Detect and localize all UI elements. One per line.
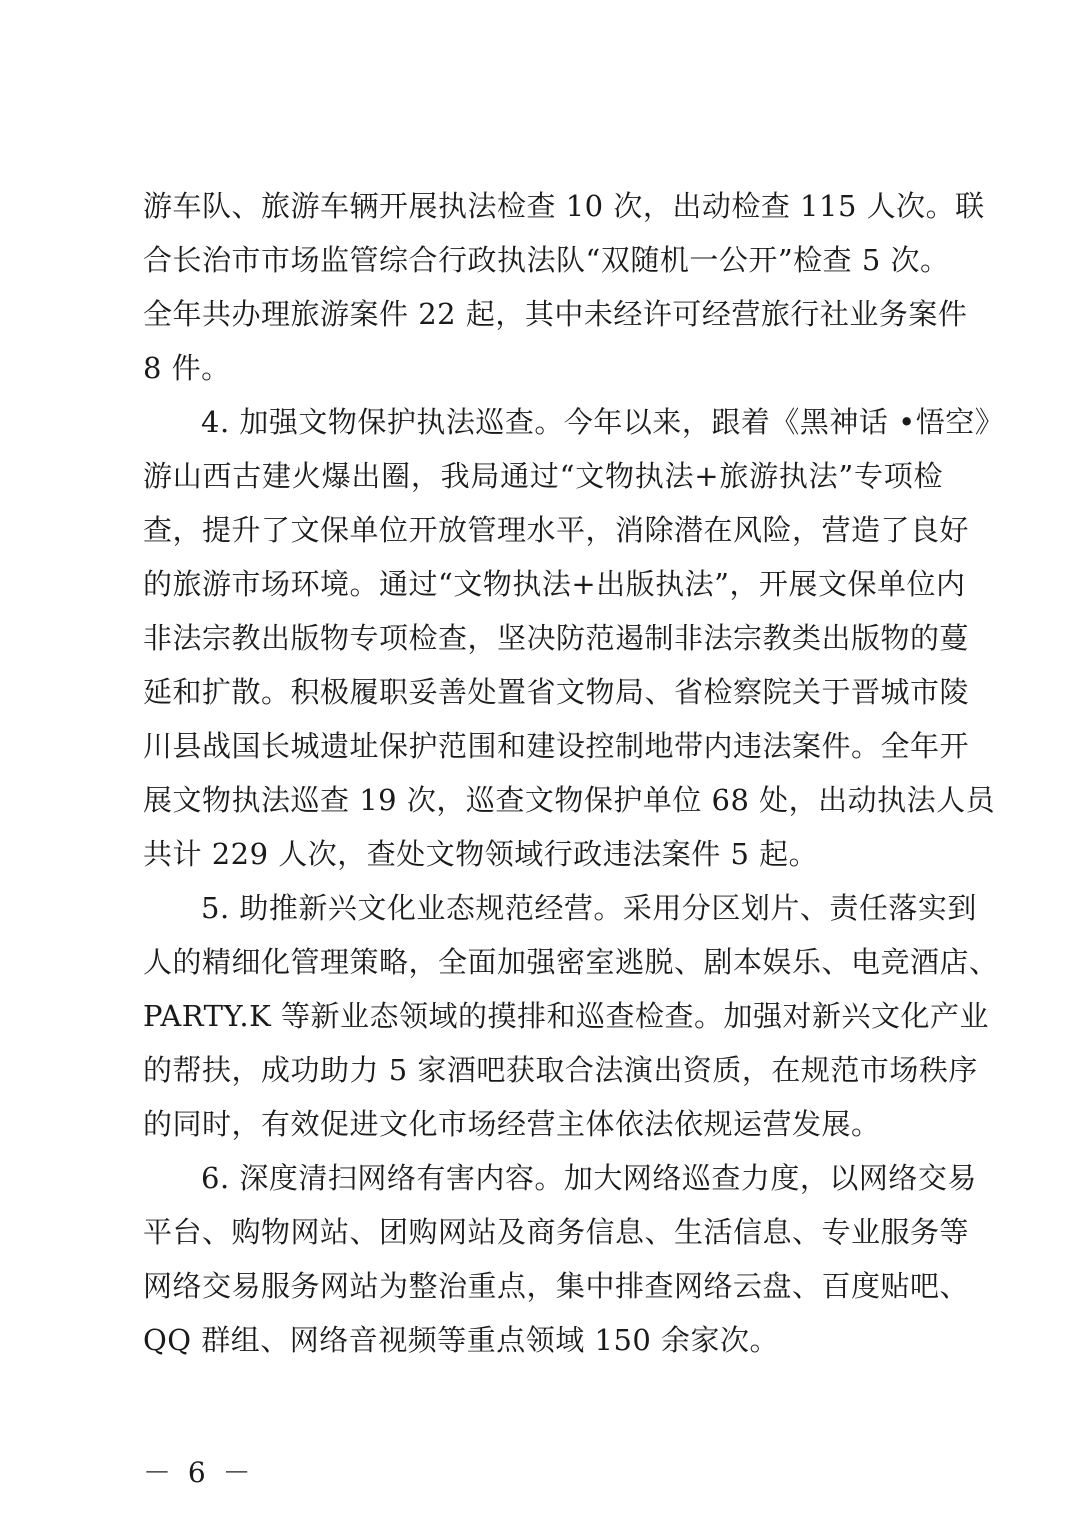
text-line: 全年共办理旅游案件 22 起，其中未经许可经营旅行社业务案件 (143, 297, 968, 331)
body-text (143, 179, 1005, 1367)
paragraph-first-line: 4. 加强文物保护执法巡查。今年以来，跟着《黑神话 •悟空》 (201, 405, 1005, 439)
text-line: PARTY.K 等新业态领域的摸排和巡查检查。加强对新兴文化产业 (143, 999, 989, 1033)
text-line: 人的精细化管理策略，全面加强密室逃脱、剧本娱乐、电竞酒店、 (143, 945, 999, 979)
text-line: 共计 229 人次，查处文物领域行政违法案件 5 起。 (143, 837, 819, 871)
text-line: 8 件。 (143, 351, 231, 385)
text-line: 非法宗教出版物专项检查，坚决防范遏制非法宗教类出版物的蔓 (143, 621, 970, 655)
text-line: 的旅游市场环境。通过“文物执法+出版执法”，开展文保单位内 (143, 567, 966, 601)
text-line: 的同时，有效促进文化市场经营主体依法依规运营发展。 (143, 1107, 881, 1141)
paragraph-first-line: 5. 助推新兴文化业态规范经营。采用分区划片、责任落实到 (201, 891, 977, 925)
text-line: 的帮扶，成功助力 5 家酒吧获取合法演出资质，在规范市场秩序 (143, 1053, 978, 1087)
text-line: 平台、购物网站、团购网站及商务信息、生活信息、专业服务等 (143, 1215, 970, 1249)
text-line: 延和扩散。积极履职妥善处置省文物局、省检察院关于晋城市陵 (143, 675, 970, 709)
text-line: 展文物执法巡查 19 次，巡查文物保护单位 68 处，出动执法人员 (143, 783, 996, 817)
text-line: 合长治市市场监管综合行政执法队“双随机一公开”检查 5 次。 (143, 243, 950, 277)
text-line: QQ 群组、网络音视频等重点领域 150 余家次。 (143, 1323, 780, 1357)
paragraph-first-line: 6. 深度清扫网络有害内容。加大网络巡查力度，以网络交易 (201, 1161, 977, 1195)
text-line: 游山西古建火爆出圈，我局通过“文物执法+旅游执法”专项检 (143, 459, 943, 493)
page-number: － 6 － (143, 1456, 255, 1489)
text-line: 网络交易服务网站为整治重点，集中排查网络云盘、百度贴吧、 (143, 1269, 970, 1303)
text-line: 川县战国长城遗址保护范围和建设控制地带内违法案件。全年开 (143, 729, 970, 763)
text-line: 游车队、旅游车辆开展执法检查 10 次，出动检查 115 人次。联 (143, 189, 985, 223)
text-line: 查，提升了文保单位开放管理水平，消除潜在风险，营造了良好 (143, 513, 970, 547)
